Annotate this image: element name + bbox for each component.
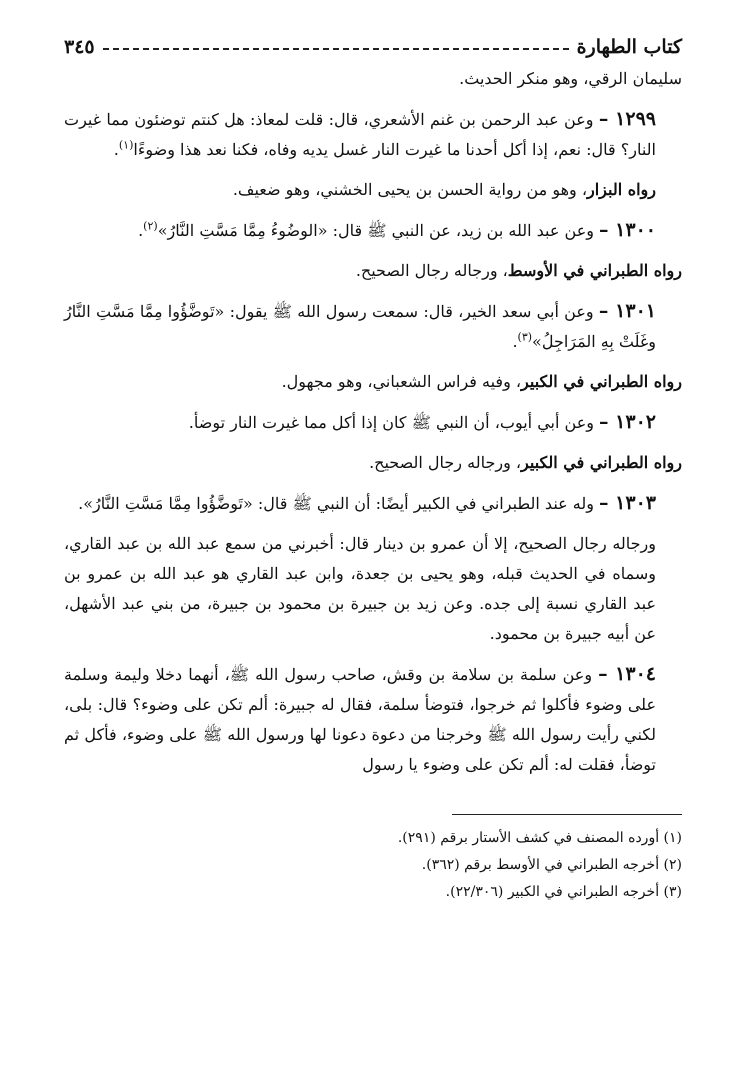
hadith-1302: ١٣٠٢ – وعن أبي أيوب، أن النبي ﷺ كان إذا أكل مما غيرت النار توضأ. bbox=[188, 411, 656, 433]
narration-note: رواه الطبراني في الكبير، ورجاله رجال الصحيح. bbox=[369, 453, 682, 472]
paragraph: ورجاله رجال الصحيح، إلا أن عمرو بن دينار قال: أخبرني من سمع عبد الله بن عبد القاري، وسماه في الحديث قبله، وهو يحيى بن جعدة، وابن عبد القاري هو عبد الله بن عمرو بن عبد القاري نسبة إلى جده. وعن زيد بن جبيرة بن محمود بن جبيرة، من بني عبد الأشهل، عن أبيه جبيرة بن محمود. bbox=[64, 534, 656, 643]
narration-note: رواه البزار، وهو من رواية الحسن بن يحيى الخشني، وهو ضعيف. bbox=[232, 180, 656, 199]
hadith-1301: ١٣٠١ – وعن أبي سعد الخير، قال: سمعت رسول الله ﷺ يقول: «تَوضَّؤُوا مِمَّا مَسَّتِ النَّارُ وغَلَتْ بِهِ المَرَاجِلُ»$^{(٣)}$. bbox=[64, 300, 656, 351]
main-text bbox=[64, 64, 682, 780]
header-dashed-rule bbox=[103, 48, 569, 50]
footnote-3: (٣) أخرجه الطبراني في الكبير (٢٢/٣٠٦). bbox=[445, 884, 682, 900]
footnote-ref[interactable]: (١) bbox=[118, 138, 134, 152]
footnotes bbox=[64, 825, 682, 906]
footnote-ref[interactable]: (٢) bbox=[143, 219, 158, 233]
running-title: كتاب الطهارة bbox=[576, 36, 682, 58]
footnote-separator bbox=[452, 814, 682, 815]
hadith-1304: ١٣٠٤ – وعن سلمة بن سلامة بن وقش، صاحب رسول الله ﷺ، أنهما دخلا وليمة وسلمة على وضوء فأكلوا ثم خرجوا، فتوضأ سلمة، فقال له جبيرة: ألم تكن على وضوء؟ قال: بلى، لكني رأيت رسول الله ﷺ وخرجنا من دعوة دعونا لها ورسول الله ﷺ على وضوء، فأكل ثم توضأ، فقلت له: ألم تكن على وضوء يا رسول bbox=[64, 663, 656, 774]
footnote-1: (١) أورده المصنف في كشف الأستار برقم (٢٩١). bbox=[397, 830, 682, 846]
narration-note: رواه الطبراني في الأوسط، ورجاله رجال الصحيح. bbox=[355, 261, 682, 280]
book-page bbox=[64, 30, 682, 1070]
paragraph: سليمان الرقي، وهو منكر الحديث. bbox=[459, 69, 682, 88]
hadith-1303: ١٣٠٣ – وله عند الطبراني في الكبير أيضًا: أن النبي ﷺ قال: «تَوضَّؤُوا مِمَّا مَسَّتِ النَّارُ». bbox=[78, 492, 656, 514]
page-number: ٣٤٥ bbox=[64, 36, 95, 58]
hadith-number: ١٣٠٣ – bbox=[599, 492, 656, 514]
hadith-number: ١٣٠٢ – bbox=[599, 411, 656, 433]
page-header bbox=[64, 30, 682, 64]
footnote-2: (٢) أخرجه الطبراني في الأوسط برقم (٣٦٢). bbox=[421, 857, 682, 873]
narration-note: رواه الطبراني في الكبير، وفيه فراس الشعباني، وهو مجهول. bbox=[281, 372, 682, 391]
hadith-number: ١٣٠١ – bbox=[598, 300, 656, 322]
hadith-1299: ١٢٩٩ – وعن عبد الرحمن بن غنم الأشعري، قال: قلت لمعاذ: هل كنتم توضئون مما غيرت النار؟ قال: نعم، إذا أكل أحدنا ما غيرت النار غسل يديه وفاه، فكنا نعد هذا وضوءًا$^{(١)}$. bbox=[64, 108, 656, 159]
hadith-number: ١٣٠٤ – bbox=[598, 663, 656, 685]
hadith-number: ١٣٠٠ – bbox=[599, 219, 656, 241]
footnote-ref[interactable]: (٣) bbox=[517, 330, 533, 344]
hadith-number: ١٢٩٩ – bbox=[598, 108, 656, 130]
hadith-1300: ١٣٠٠ – وعن عبد الله بن زيد، عن النبي ﷺ قال: «الوضُوءُ مِمَّا مَسَّتِ النَّارُ»$^{(٢)}$. bbox=[138, 219, 656, 241]
